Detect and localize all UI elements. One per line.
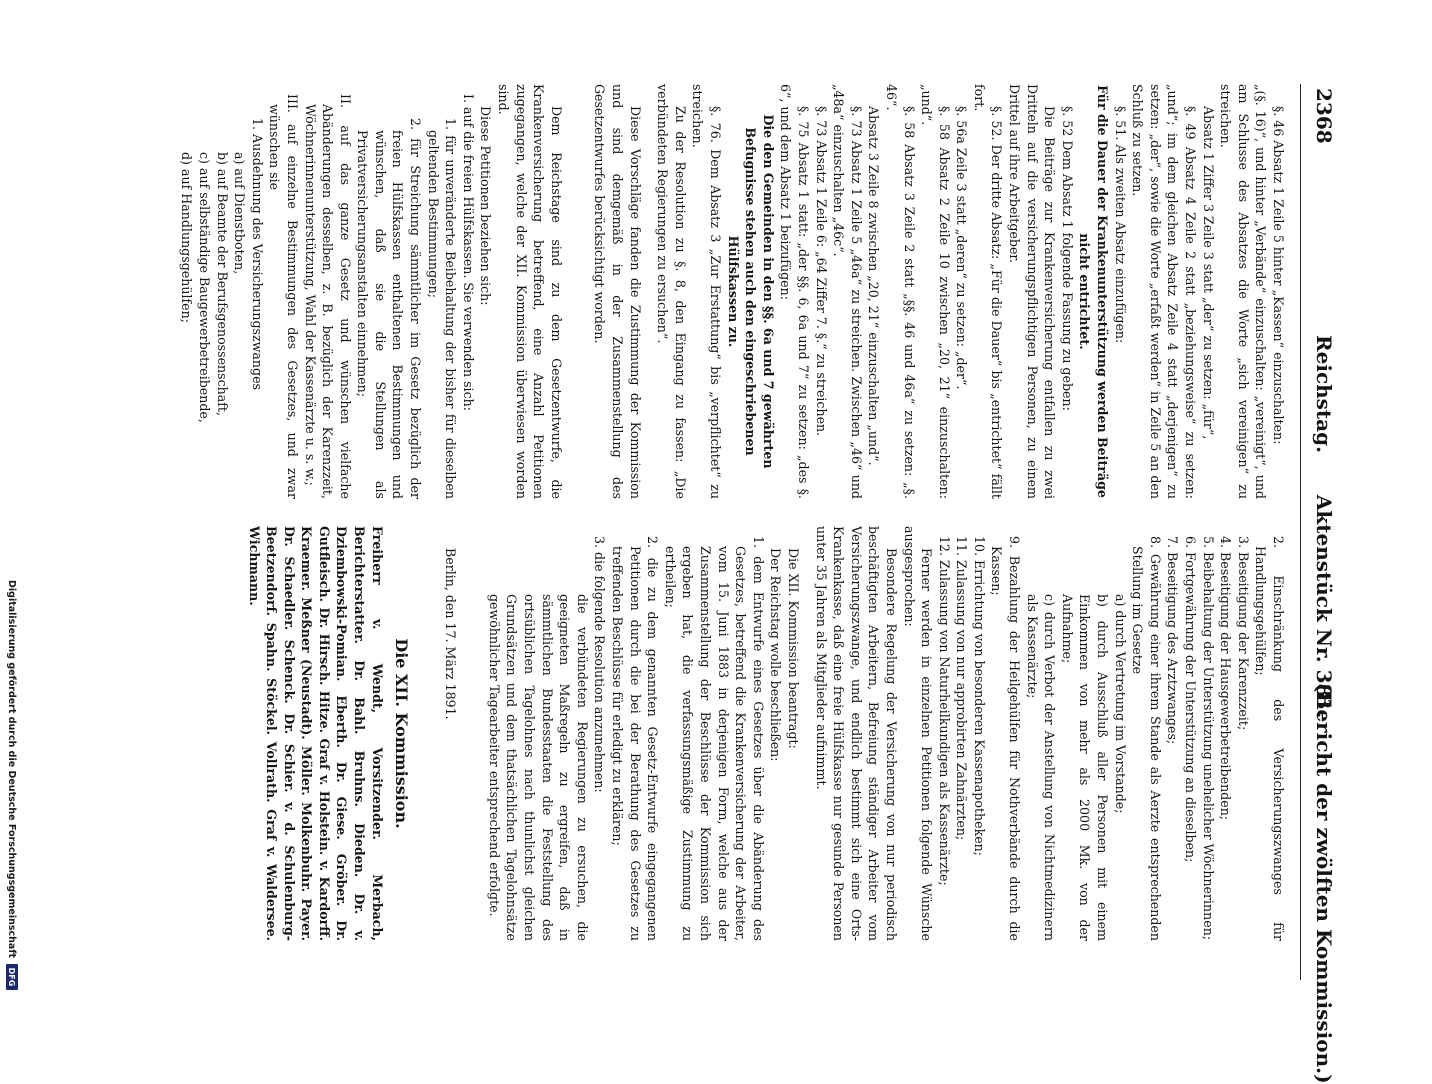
right-paragraph: [459, 526, 485, 941]
right-paragraph: 11. Zulassung von nur approbirten Zahnärzten;: [954, 536, 970, 841]
left-paragraph: §. 73 Absatz 1 Zeile 5 „46a“ zu streichen. Zwischen „46“ und „48a“ einzuschalten „46c“.: [831, 84, 864, 499]
left-paragraph: Diese Vorschläge fanden die Zustimmung der Kommission und sind demgemäß in der Zusammenstellung des Gesetzentwurfes berücksichtigt worden.: [592, 84, 643, 499]
right-paragraph: 2. die zu dem genannten Gesetz-Entwurfe eingegangenen Petitionen durch die bei der Berathung des Gesetzes zu treffenden Beschlüsse für erledigt zu erklären;: [610, 536, 661, 941]
page-number: 2368: [1312, 88, 1336, 144]
left-paragraph: 1. für unveränderte Beibehaltung der bisher für dieselben geltenden Bestimmungen;: [425, 118, 459, 499]
left-paragraph: 2. für Streichung sämmtlicher im Gesetz bezüglich der freien Hülfskassen enthaltenen Bestimmungen und wünschen, daß sie die Stellungen als Privatversicherungsanstalten einnehmen;: [355, 118, 424, 499]
left-paragraph: Absatz 3 Zeile 8 zwischen „20, 21“ einzuschalten „und“.: [866, 106, 882, 466]
right-paragraph: Der Reichstag wolle beschließen:: [768, 548, 784, 762]
funding-note: Digitalisierung gefördert durch die Deutsche Forschungsgemeinschaft: [6, 580, 18, 958]
left-paragraph: §. 46 Absatz 1 Zeile 5 hinter „Kassen“ einzuschalten:: [1271, 106, 1286, 445]
section-title: (Bericht der zwölften Kommission.): [1312, 683, 1336, 1084]
right-paragraph: Berlin, den 17. März 1891.: [443, 548, 459, 720]
right-paragraph: b) durch Ausschluß aller Personen mit einem Einkommen von mehr als 2000 Mk. von der Aufnahme;: [1059, 594, 1111, 941]
right-paragraph: 8. Gewährung einer ihrem Stande als Aerzte entsprechenden Stellung im Gesetze: [1130, 536, 1163, 941]
digitization-note: [4, 100, 20, 990]
publication-name: Reichstag.: [1312, 335, 1336, 454]
left-paragraph: III. auf einzelne Bestimmungen des Gesetzes, und zwar wünschen sie: [267, 94, 300, 499]
right-paragraph: 5. Beibehaltung der Unterstützung unehelicher Wöchnerinnen;: [1200, 536, 1216, 941]
right-paragraph: 9. Bezahlung der Heilgehülfen für Nothverbände durch die Kassen;: [989, 536, 1023, 941]
left-paragraph: b) auf Beamte der Berufsgenossenschaft,: [214, 152, 230, 416]
left-paragraph: Die den Gemeinden in den §§. 6a und 7 gewährten Befugnisse stehen auch den eingeschriebenen Hülfskassen zu.: [725, 114, 776, 469]
right-paragraph: Ferner werden in einzelnen Petitionen folgende Wünsche ausgesprochen:: [901, 526, 935, 941]
right-paragraph: Die XII. Kommission.: [391, 638, 411, 829]
left-paragraph: Absatz 1 Ziffer 3 Zeile 3 statt „der“ zu setzen: „für“,: [1200, 106, 1216, 440]
left-paragraph: §. 58 Absatz 2 Zeile 10 zwischen „20, 21“ einzuschalten: „und“.: [919, 84, 952, 499]
left-paragraph: §. 52. Der dritte Absatz: „Für die Dauer“ bis „entrichtet“ fällt fort.: [971, 84, 1005, 499]
left-paragraph: §. 49 Absatz 4 Zeile 2 statt „beziehungsweise“ zu setzen: „und“; im dem gleichen Absatz Zeile 4 statt „derjenigen“ zu setzen: „der“, sowie die Worte „erfaßt werden“ in Zeile 5 an den Schluß zu setzen.: [1130, 84, 1199, 499]
left-paragraph: Für die Dauer der Krankenunterstützung werden Beiträge nicht entrichtet.: [1077, 85, 1111, 498]
right-paragraph: 12. Zulassung von Naturheilkundigen als Kassenärzte;: [936, 536, 952, 886]
publication-title: [1312, 335, 1336, 718]
left-paragraph: Diese Petitionen beziehen sich:: [478, 106, 494, 306]
left-paragraph: 1. Ausdehnung des Versicherungszwanges: [249, 118, 265, 390]
left-column: [27, 84, 1287, 499]
right-paragraph: c) durch Verbot der Anstellung von Nichtmedizinern als Kassenärzte;: [1024, 594, 1058, 941]
dfg-logo: DFG: [6, 964, 18, 990]
left-paragraph: §. 56a Zeile 3 statt „deren“ zu setzen: „der“.: [954, 106, 970, 390]
right-paragraph: 4. Beseitigung der Hausgewerbetreibenden;: [1218, 536, 1234, 821]
left-paragraph: c) auf selbständige Baugewerbetreibende,: [196, 152, 212, 423]
right-column: [27, 526, 1287, 941]
right-paragraph: 1. dem Entwurfe eines Gesetzes über die Abänderung des Gesetzes, betreffend die Krankenversicherung der Arbeiter, vom 15. Juni 1883 in derjenigen Form, welche aus der Zusammenstellung der Beschlüsse der Kommission sich ergeben hat, die verfassungsmäßige Zustimmung zu ertheilen;: [662, 536, 766, 941]
left-paragraph: §. 76. Dem Absatz 3 „Zur Erstattung“ bis „verpflichtet“ zu streichen.: [690, 84, 723, 499]
left-paragraph: Dem Reichstage sind zu dem Gesetzentwurfe, die Krankenversicherung betreffend, eine Anzahl Petitionen zugegangen, welche der XII. Kommission überwiesen worden sind.: [496, 84, 564, 499]
left-paragraph: Zu der Resolution zu §. 8, den Eingang zu fassen: „Die verbündeten Regierungen zu ersuchen“.: [655, 84, 688, 499]
left-paragraph: I. auf die freien Hülfskassen. Sie verwenden sich:: [460, 94, 476, 411]
left-paragraph: §. 58 Absatz 3 Zeile 2 statt „§§. 46 und 46a“ zu setzen: „§. 46“.: [883, 84, 917, 499]
document-reference: Aktenstück Nr. 381.: [1312, 494, 1336, 719]
right-paragraph: Die XII. Kommission beantragt:: [785, 548, 801, 749]
right-paragraph: 7. Beseitigung des Arztzwanges;: [1165, 536, 1181, 745]
left-paragraph: §. 73 Absatz 1 Zeile 6: „64 Ziffer 7. §.“ zu streichen.: [813, 106, 829, 437]
right-paragraph: 3. die folgende Resolution anzunehmen:: [592, 536, 608, 793]
left-paragraph: d) auf Handlungsgehülfen;: [179, 152, 195, 323]
right-paragraph: Besondere Regelung der Versicherung von nur periodisch beschäftigten Arbeitern, Befreiung ständiger Arbeiter vom Versicherungszwange, und endlich bestimmt sich eine Orts-Krankenkasse, daß eine freie Hülfskasse nur gesunde Personen unter 35 Jahren als Mitglieder aufnimmt.: [813, 526, 899, 941]
right-paragraph: a) durch Vertretung im Vorstande;: [1112, 594, 1128, 814]
left-paragraph: „(§. 16)“, und hinter „Verbände“ einzuschalten: „vereinigt“, und am Schlusse des Absatzes die Worte „sich vereinigen“ zu streichen.: [1218, 84, 1269, 499]
header-rule: [1300, 84, 1301, 980]
page-header: [1292, 0, 1432, 1084]
left-paragraph: [565, 84, 591, 499]
left-paragraph: a) auf Dienstboten,: [232, 152, 248, 275]
right-paragraph: Freiherr v. Wendt, Vorsitzender. Merbach, Berichterstatter. Dr. Bahl. Bruhns. Dieden. Dr. v. Dziembowski-Pomian. Eberth. Dr. Giese. Gröber. Dr. Gutfleisch. Dr. Hirsch. Hitze. Graf v. Holstein. v. Kardorff. Kraemer. Meßner (Neustadt). Möller. Molkenbuhr. Payer. Dr. Schaedler. Schenck. Dr. Schier. v. d. Schulenburg-Beetzendorf. Spahn. Stöckel. Vollrath. Graf v. Waldersee. Wichmann.: [246, 526, 385, 941]
right-paragraph: die verbündeten Regierungen zu ersuchen, die geeigneten Maßregeln zu ergreifen, daß in sämmtlichen Bundesstaaten die Feststellung des ortsüblichen Tagelohnes nach thunlichst gleichen Grundsätzen und dem thatsächlichen Tagelohnsätze gewöhnlicher Tagearbeiter entsprechend erfolgte.: [486, 594, 590, 941]
left-paragraph: §. 51. Als zweiten Absatz einzufügen:: [1112, 106, 1128, 344]
right-paragraph: [416, 526, 442, 941]
right-paragraph: 6. Fortgewährung der Unterstützung an dieselben;: [1183, 536, 1199, 863]
right-paragraph: 3. Beseitigung der Karenzzeit;: [1235, 536, 1251, 731]
left-paragraph: §. 52 Dem Absatz 1 folgende Fassung zu geben:: [1059, 106, 1075, 411]
left-paragraph: II. auf das ganze Gesetz und wünschen vielfache Abänderungen desselben, z. B. bezüglich der Karenzzeit, Wöchnerinnenunterstützung, Wahl der Kassenärzte u. s. w.;: [302, 94, 353, 499]
left-paragraph: §. 75 Absatz 1 statt: „der §§. 6, 6a und 7“ zu setzen: „des §. 6“, und dem Absatz 1 beizufügen:: [778, 84, 811, 499]
left-paragraph: Die Beiträge zur Krankenversicherung entfallen zu zwei Dritteln auf die versicherungspflichtigen Personen, zu einem Drittel auf ihre Arbeitgeber.: [1007, 84, 1058, 499]
right-paragraph: 2. Einschränkung des Versicherungszwanges für Handlungsgehülfen;: [1253, 536, 1286, 941]
right-paragraph: 10. Errichtung von besonderen Kassenapotheken;: [971, 536, 987, 857]
